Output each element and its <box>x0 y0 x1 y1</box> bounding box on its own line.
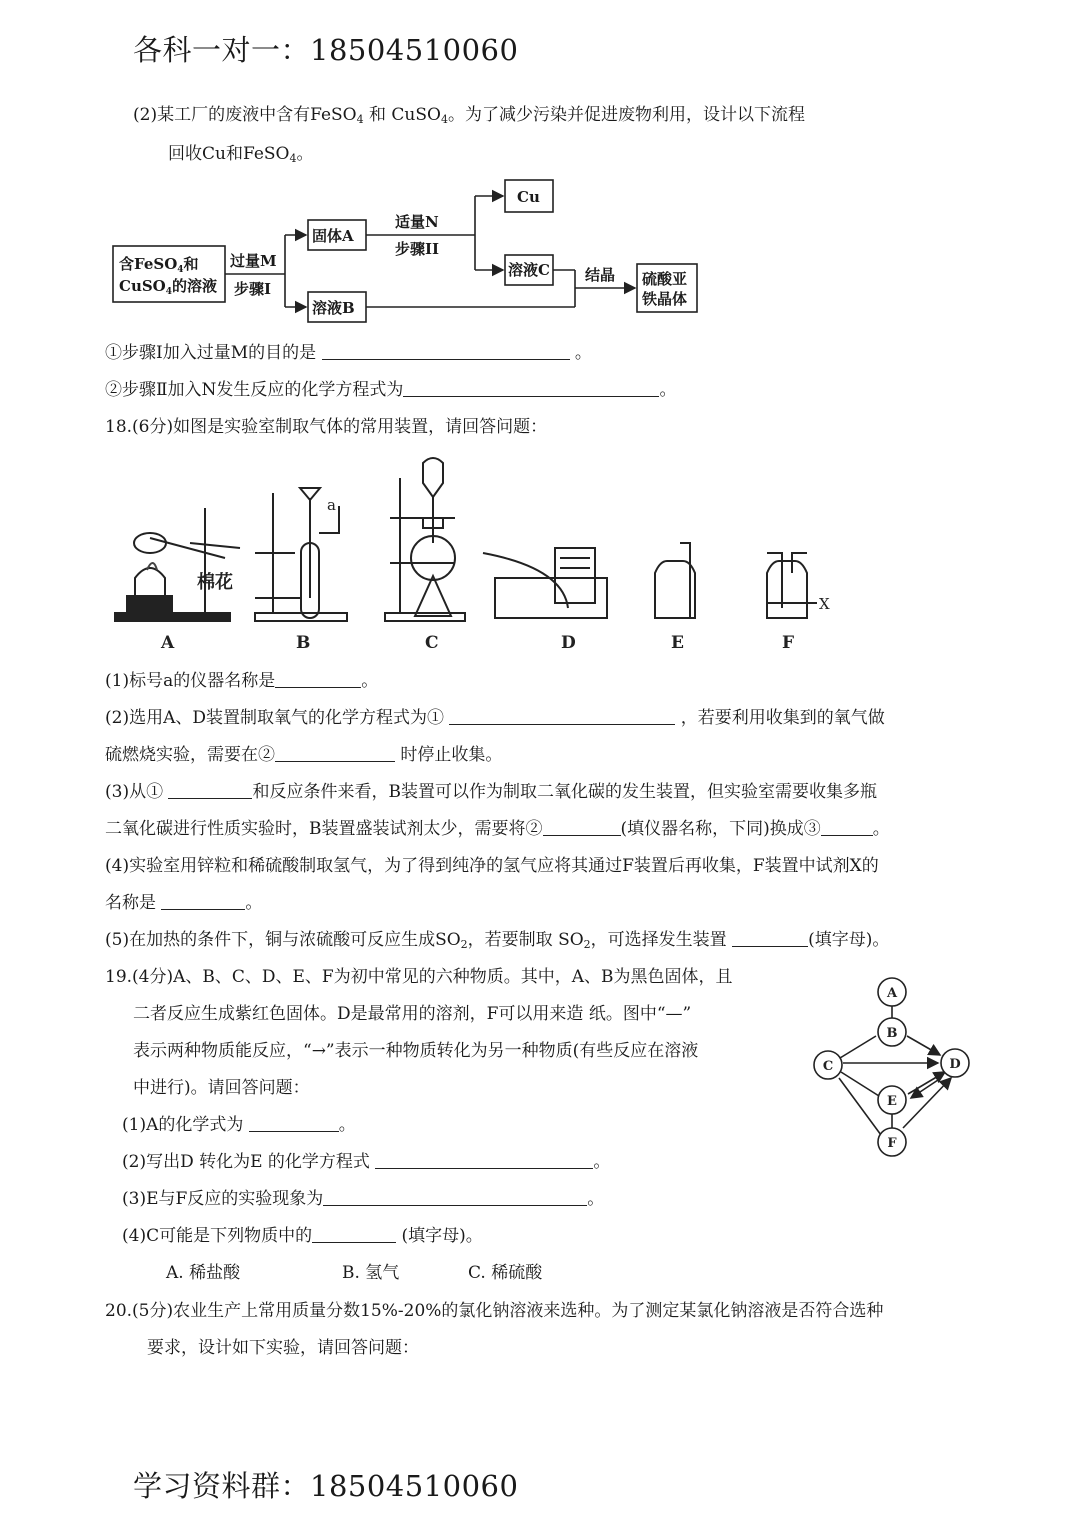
node-e-label: E <box>887 1094 897 1109</box>
q19-part3: (3)E与F反应的实验现象为 。 <box>122 1189 605 1209</box>
q19-line3: 表示两种物质能反应，“→”表示一种物质转化为另一种物质(有些反应在溶液 <box>133 1041 699 1061</box>
q19-part2: (2)写出D 转化为E 的化学方程式 。 <box>122 1152 611 1172</box>
q18-part2-line1: (2)选用A、D装置制取氧气的化学方程式为① ，若要利用收集到的氧气做 <box>105 708 885 728</box>
apparatus-label-a: A <box>161 633 175 653</box>
q19-line4: 中进行)。请回答问题： <box>133 1078 310 1098</box>
svg-text:硫酸亚: 硫酸亚 <box>642 270 688 288</box>
arrow-b-d <box>907 1036 940 1055</box>
svg-text:过量M: 过量M <box>230 252 277 270</box>
node-b-label: B <box>886 1026 898 1041</box>
svg-text:铁晶体: 铁晶体 <box>642 290 688 308</box>
q19-line1: 19.(4分)A、B、C、D、E、F为初中常见的六种物质。其中，A、B为黑色固体，且 <box>105 967 733 987</box>
svg-text:适量N: 适量N <box>395 213 439 231</box>
q17-answer-blank-1[interactable] <box>322 343 570 360</box>
lab-apparatus-figure <box>105 448 865 660</box>
svg-text:步骤II: 步骤II <box>395 240 440 258</box>
apparatus-c <box>385 458 465 621</box>
q17-part1: ①步骤I加入过量M的目的是 。 <box>105 343 592 363</box>
q20-line2: 要求，设计如下实验，请回答问题： <box>147 1338 419 1358</box>
node-f-label: F <box>887 1136 897 1151</box>
q18-title: 18.(6分)如图是实验室制取气体的常用装置，请回答问题： <box>105 417 548 437</box>
q19-option-b: B. 氢气 <box>342 1263 400 1283</box>
q18-part1: (1)标号a的仪器名称是 。 <box>105 671 379 691</box>
q17-answer-blank-2[interactable] <box>403 380 659 397</box>
q17-part2: ②步骤Ⅱ加入N发生反应的化学方程式为 。 <box>105 380 677 400</box>
q18-blank-6[interactable] <box>821 819 873 836</box>
arrow-d-e <box>911 1078 941 1098</box>
q19-blank-2[interactable] <box>375 1152 593 1169</box>
apparatus-label-d: D <box>561 633 576 653</box>
link-c-f <box>839 1078 881 1135</box>
q18-blank-5[interactable] <box>543 819 621 836</box>
svg-text:Cu: Cu <box>517 188 540 206</box>
node-c-label: C <box>822 1059 834 1074</box>
svg-text:溶液C: 溶液C <box>508 261 550 279</box>
q19-option-c: C. 稀硫酸 <box>468 1263 543 1283</box>
q18-part3-line2: 二氧化碳进行性质实验时，B装置盛装试剂太少，需要将② (填仪器名称，下同)换成③ 。 <box>105 819 890 839</box>
link-c-e <box>841 1072 879 1096</box>
svg-text:结晶: 结晶 <box>585 266 616 284</box>
svg-text:溶液B: 溶液B <box>312 299 355 317</box>
apparatus-label-f: F <box>782 633 795 653</box>
page-footer: 学习资料群：18504510060 <box>133 1469 519 1503</box>
apparatus-e <box>655 543 695 618</box>
page-header: 各科一对一：18504510060 <box>133 33 519 67</box>
process-flow-diagram <box>105 172 725 330</box>
svg-text:CuSO4的溶液: CuSO$_4$的溶液 <box>119 277 218 297</box>
arrow-f-d <box>903 1078 951 1128</box>
svg-text:X: X <box>819 595 830 613</box>
q19-line2: 二者反应生成紫红色固体。D是最常用的溶剂，F可以用来造 纸。图中“—” <box>133 1004 692 1024</box>
q18-part5: (5)在加热的条件下，铜与浓硫酸可反应生成$SO_2$，若要制取 $SO_2$，可选择发生装置 (填字母)。 <box>105 930 890 951</box>
q18-part4-line1: (4)实验室用锌粒和稀硫酸制取氢气，为了得到纯净的氢气应将其通过F装置后再收集，F装置中试剂X的 <box>105 856 879 876</box>
apparatus-a <box>115 508 240 621</box>
apparatus-label-c: C <box>425 633 439 653</box>
q18-blank-4[interactable] <box>168 782 252 799</box>
apparatus-label-b: B <box>296 633 311 653</box>
q19-blank-1[interactable] <box>249 1115 339 1132</box>
svg-text:步骤I: 步骤I <box>234 280 272 298</box>
svg-text:棉花: 棉花 <box>197 572 233 593</box>
node-d-label: D <box>949 1057 961 1072</box>
q18-blank-2[interactable] <box>449 708 675 725</box>
q18-blank-7[interactable] <box>161 893 245 910</box>
q20-line1: 20.(5分)农业生产上常用质量分数15%-20%的氯化钠溶液来选种。为了测定某氯化钠溶液是否符合选种 <box>105 1301 884 1321</box>
node-a-label: A <box>886 986 898 1001</box>
q18-blank-3[interactable] <box>275 745 395 762</box>
q19-relation-diagram <box>805 970 980 1165</box>
q19-option-a: A. 稀盐酸 <box>166 1263 241 1283</box>
q17-intro-line2: 回收Cu和FeSO$_4$。 <box>168 144 314 165</box>
svg-text:a: a <box>327 496 336 514</box>
q18-part3-line1: (3)从① 和反应条件来看，B装置可以作为制取二氧化碳的发生装置，但实验室需要收集多瓶 <box>105 782 877 802</box>
apparatus-f <box>767 553 817 618</box>
q18-part2-line2: 硫燃烧实验，需要在② 时停止收集。 <box>105 745 503 765</box>
q19-blank-3[interactable] <box>323 1189 587 1206</box>
q19-part1: (1)A的化学式为 。 <box>122 1115 356 1135</box>
svg-text:固体A: 固体A <box>312 227 354 245</box>
q19-blank-4[interactable] <box>312 1226 396 1243</box>
q18-blank-1[interactable] <box>275 671 361 688</box>
q18-blank-8[interactable] <box>732 930 808 947</box>
svg-text:含FeSO4和: 含FeSO$_4$和 <box>119 255 199 275</box>
link-c-b <box>840 1036 876 1058</box>
apparatus-label-e: E <box>671 633 684 653</box>
q18-part4-line2: 名称是 。 <box>105 893 263 913</box>
q17-intro-line1: (2)某工厂的废液中含有FeSO$_4$ 和 CuSO$_4$。为了减少污染并促进废物利用，设计以下流程 <box>133 105 805 126</box>
apparatus-d <box>483 548 607 618</box>
q19-part4: (4)C可能是下列物质中的 (填字母)。 <box>122 1226 483 1246</box>
